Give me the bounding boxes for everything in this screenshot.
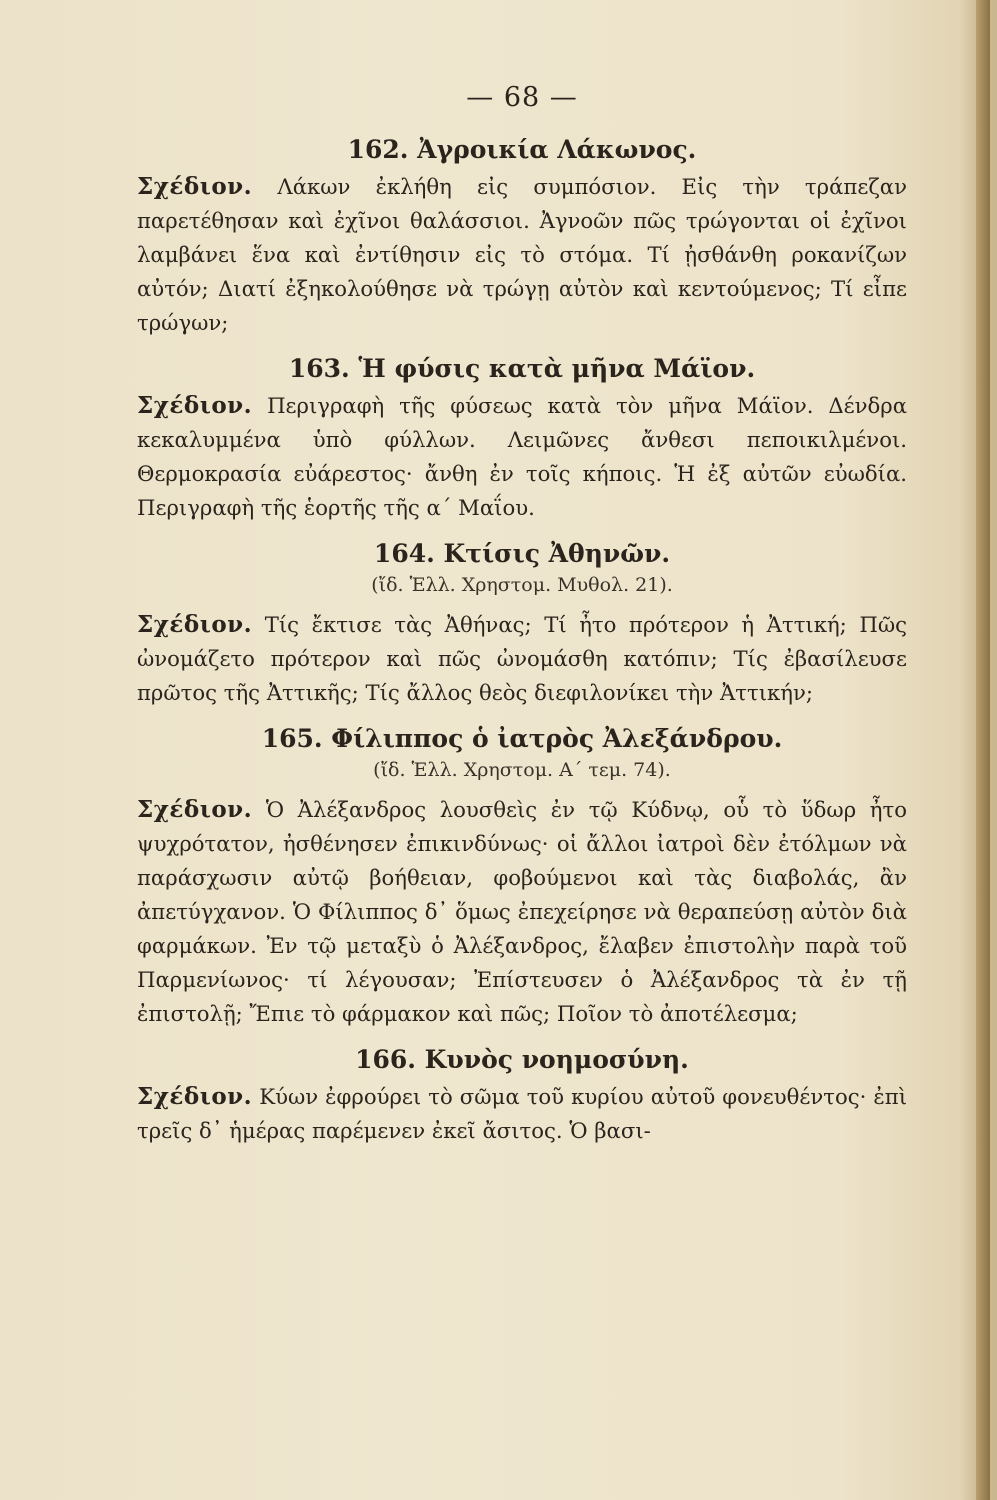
page-spine-edge — [976, 0, 990, 1500]
section-body — [137, 170, 907, 340]
section-164 — [137, 539, 907, 710]
schedion-label: Σχέδιον. — [137, 1083, 253, 1110]
section-165 — [137, 724, 907, 1031]
section-body — [137, 1080, 907, 1148]
section-text: Λάκων ἐκλήθη εἰς συμπόσιον. Εἰς τὴν τράπεζαν παρετέθησαν καὶ ἐχῖνοι θαλάσσιοι. Ἀγνοῶν πῶς τρώγονται οἱ ἐχῖνοι λαμβάνει ἕνα καὶ ἐντίθησιν εἰς τὸ στόμα. Τί ᾐσθάνθη ροκανίζων αὐτόν; Διατί ἐξηκολούθησε νὰ τρώγῃ αὐτὸν καὶ κεντούμενος; Τί εἶπε τρώγων; — [137, 174, 907, 335]
section-body — [137, 389, 907, 525]
section-title: 166. Κυνὸς νοημοσύνη. — [355, 1045, 689, 1074]
section-reference: (ἴδ. Ἑλλ. Χρηστομ. Α΄ τεμ. 74). — [373, 759, 671, 781]
schedion-label: Σχέδιον. — [137, 173, 253, 200]
section-title: 164. Κτίσις Ἀθηνῶν. — [373, 539, 671, 568]
section-title: 162. Ἀγροικία Λάκωνος. — [347, 135, 697, 164]
section-text: Τίς ἔκτισε τὰς Ἀθήνας; Τί ἦτο πρότερον ἡ Ἀττική; Πῶς ὠνομάζετο πρότερον καὶ πῶς ὠνομάσθη κατόπιν; Τίς ἐβασίλευσε πρῶτος τῆς Ἀττικῆς; Τίς ἄλλος θεὸς διεφιλονίκει τὴν Ἀττικήν; — [137, 612, 907, 705]
section-title: 165. Φίλιππος ὁ ἰατρὸς Ἀλεξάνδρου. — [261, 724, 783, 753]
section-reference: (ἴδ. Ἑλλ. Χρηστομ. Μυθολ. 21). — [371, 574, 673, 596]
section-body — [137, 793, 907, 1031]
section-166 — [137, 1045, 907, 1148]
schedion-label: Σχέδιον. — [137, 796, 253, 823]
section-title: 163. Ἡ φύσις κατὰ μῆνα Μάϊον. — [288, 354, 756, 383]
schedion-label: Σχέδιον. — [137, 611, 253, 638]
page-number: — 68 — — [466, 82, 578, 113]
section-text: Ὁ Ἀλέξανδρος λουσθεὶς ἐν τῷ Κύδνῳ, οὗ τὸ ὕδωρ ἦτο ψυχρότατον, ἠσθένησεν ἐπικινδύνως· οἱ ἄλλοι ἰατροὶ δὲν ἐτόλμων νὰ παράσχωσιν αὐτῷ βοήθειαν, φοβούμενοι καὶ τὰς διαβολάς, ἂν ἀπετύγχανον. Ὁ Φίλιππος δ᾽ ὅμως ἐπεχείρησε νὰ θεραπεύσῃ αὐτὸν διὰ φαρμάκων. Ἐν τῷ μεταξὺ ὁ Ἀλέξανδρος, ἔλαβεν ἐπιστολὴν παρὰ τοῦ Παρμενίωνος· τί λέγουσαν; Ἐπίστευσεν ὁ Ἀλέξανδρος τὰ ἐν τῇ ἐπιστολῇ; Ἔπιε τὸ φάρμακον καὶ πῶς; Ποῖον τὸ ἀποτέλεσμα; — [137, 797, 907, 1026]
section-text: Κύων ἐφρούρει τὸ σῶμα τοῦ κυρίου αὐτοῦ φονευθέντος· ἐπὶ τρεῖς δ᾽ ἡμέρας παρέμενεν ἐκεῖ ἄσιτος. Ὁ βασι- — [137, 1084, 907, 1143]
section-163 — [137, 354, 907, 525]
section-text: Περιγραφὴ τῆς φύσεως κατὰ τὸν μῆνα Μάϊον. Δένδρα κεκαλυμμένα ὑπὸ φύλλων. Λειμῶνες ἄνθεσι πεποικιλμένοι. Θερμοκρασία εὐάρεστος· ἄνθη ἐν τοῖς κήποις. Ἡ ἐξ αὐτῶν εὐωδία. Περιγραφὴ τῆς ἑορτῆς τῆς α΄ Μαΐου. — [137, 393, 907, 520]
page-text — [137, 82, 907, 1162]
section-162 — [137, 135, 907, 340]
section-body — [137, 608, 907, 710]
schedion-label: Σχέδιον. — [137, 392, 253, 419]
